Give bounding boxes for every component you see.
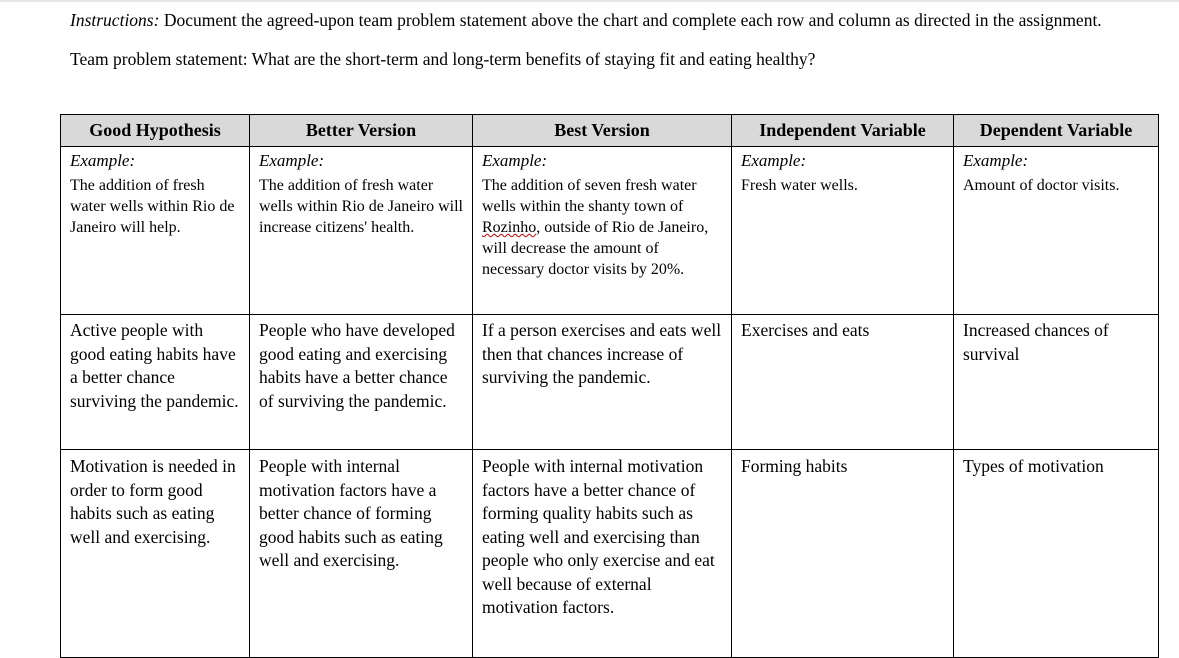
- example-cell-independent[interactable]: [732, 147, 954, 315]
- cell-text: Types of motivation: [963, 456, 1104, 476]
- example-text: Fresh water wells.: [741, 177, 858, 194]
- cell-text: Forming habits: [741, 456, 848, 476]
- table-row: [61, 450, 1159, 658]
- table-header-row: [61, 115, 1159, 147]
- instructions-label: Instructions:: [70, 10, 160, 30]
- table-row: [61, 315, 1159, 450]
- top-border-line: [0, 0, 1179, 2]
- cell-text: Exercises and eats: [741, 320, 870, 340]
- cell-independent-variable[interactable]: [732, 315, 954, 450]
- example-cell-dependent[interactable]: [954, 147, 1159, 315]
- cell-text: People who have developed good eating and exercising habits have a better chance of surviving the pandemic.: [259, 320, 455, 411]
- cell-text: People with internal motivation factors have a better chance of forming good habits such as eating well and exercising.: [259, 456, 443, 570]
- cell-independent-variable[interactable]: [732, 450, 954, 658]
- cell-text: If a person exercises and eats well then that chances increase of surviving the pandemic.: [482, 320, 722, 387]
- cell-dependent-variable[interactable]: [954, 450, 1159, 658]
- instructions-text: Document the agreed-upon team problem statement above the chart and complete each row and column as directed in the assignment.: [159, 10, 1102, 30]
- cell-good-hypothesis[interactable]: [61, 315, 250, 450]
- example-cell-good[interactable]: [61, 147, 250, 315]
- cell-best-version[interactable]: [473, 450, 732, 658]
- header-best-version: Best Version: [473, 115, 732, 147]
- example-label: Example:: [963, 151, 1029, 170]
- example-label: Example:: [482, 151, 548, 170]
- example-label: Example:: [259, 151, 325, 170]
- example-text: The addition of fresh water wells within Rio de Janeiro will help.: [70, 177, 235, 236]
- spellcheck-flagged-word[interactable]: Rozinho: [482, 219, 537, 236]
- header-independent-variable: Independent Variable: [732, 115, 954, 147]
- header-better-version: Better Version: [250, 115, 473, 147]
- header-dependent-variable: Dependent Variable: [954, 115, 1159, 147]
- document-page: [70, 8, 1170, 71]
- instructions-paragraph: [70, 8, 1170, 32]
- example-label: Example:: [741, 151, 807, 170]
- example-text: Amount of doctor visits.: [963, 177, 1120, 194]
- cell-best-version[interactable]: [473, 315, 732, 450]
- header-good-hypothesis: Good Hypothesis: [61, 115, 250, 147]
- team-problem-statement: Team problem statement: What are the short-term and long-term benefits of staying fit and eating healthy?: [70, 49, 816, 69]
- example-text-after: , outside of Rio de Janeiro, will decrease the amount of necessary doctor visits by 20%.: [482, 219, 709, 278]
- cell-dependent-variable[interactable]: [954, 315, 1159, 450]
- cell-text: Motivation is needed in order to form good habits such as eating well and exercising.: [70, 456, 236, 547]
- cell-text: Increased chances of survival: [963, 320, 1109, 364]
- cell-good-hypothesis[interactable]: [61, 450, 250, 658]
- hypothesis-table: [60, 114, 1159, 658]
- example-cell-better[interactable]: [250, 147, 473, 315]
- example-text-before: The addition of seven fresh water wells within the shanty town of: [482, 177, 697, 215]
- example-text: [482, 175, 722, 280]
- example-row: [61, 147, 1159, 315]
- example-cell-best[interactable]: [473, 147, 732, 315]
- cell-text: Active people with good eating habits have a better chance surviving the pandemic.: [70, 320, 239, 411]
- cell-better-version[interactable]: [250, 315, 473, 450]
- example-text: The addition of fresh water wells within Rio de Janeiro will increase citizens' health.: [259, 177, 463, 236]
- cell-text: People with internal motivation factors have a better chance of forming quality habits such as eating well and exercising than people who only exercise and eat well because of external motivation factors.: [482, 456, 715, 617]
- example-label: Example:: [70, 151, 136, 170]
- cell-better-version[interactable]: [250, 450, 473, 658]
